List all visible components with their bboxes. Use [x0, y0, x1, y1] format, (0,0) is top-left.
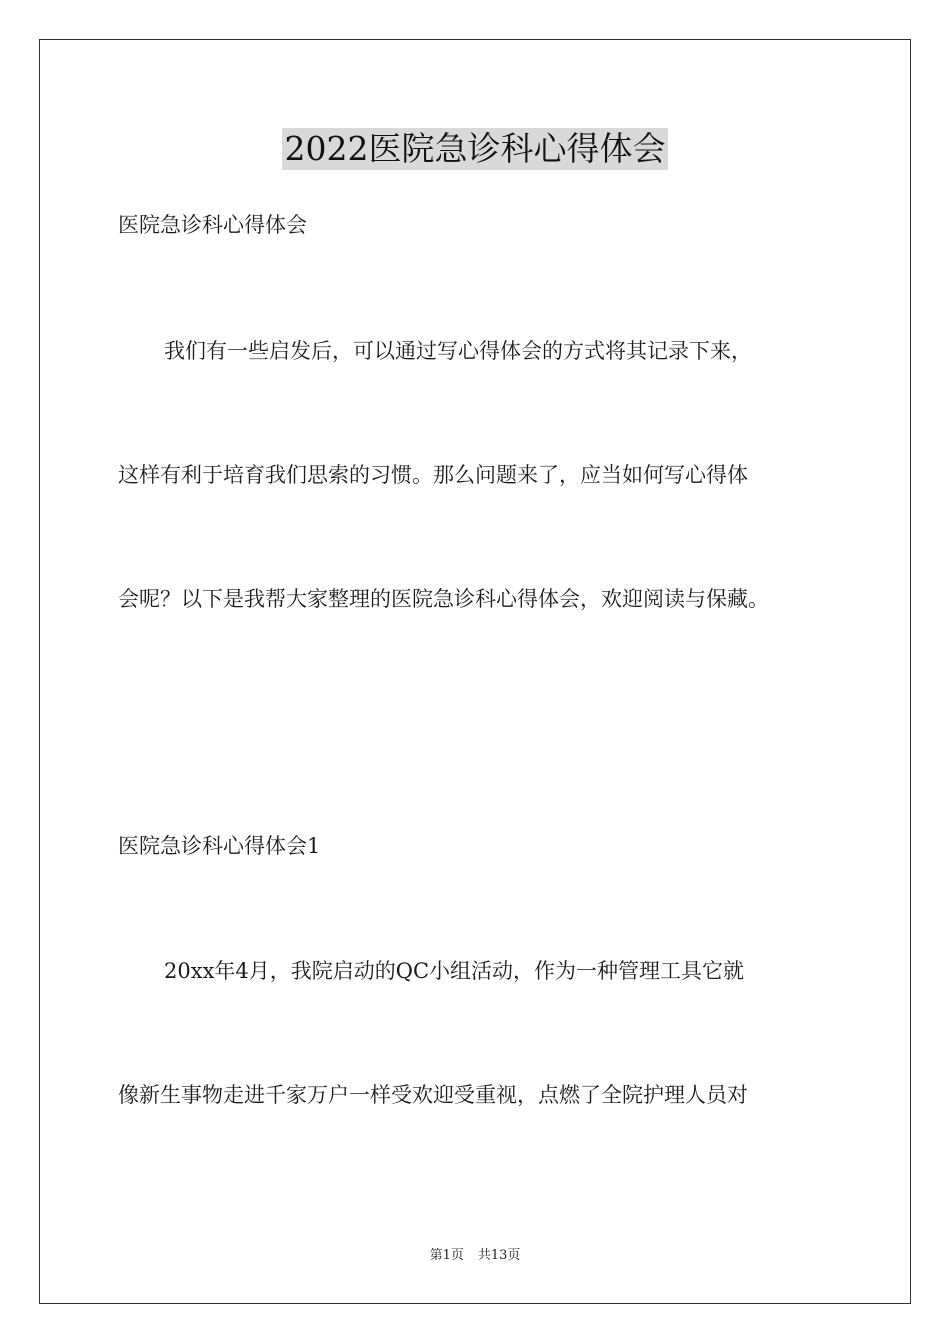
document-title: 2022医院急诊科心得体会	[282, 128, 669, 170]
page-footer	[0, 1247, 950, 1265]
intro-line: 会呢？以下是我帮大家整理的医院急诊科心得体会，欢迎阅读与保藏。	[118, 587, 769, 611]
intro-line: 我们有一些启发后，可以通过写心得体会的方式将其记录下来，	[164, 339, 752, 363]
section-line: 像新生事物走进千家万户一样受欢迎受重视，点燃了全院护理人员对	[118, 1083, 748, 1107]
section-heading: 医院急诊科心得体会1	[118, 834, 321, 858]
section-line: 20xx年4月，我院启动的QC小组活动，作为一种管理工具它就	[164, 959, 745, 983]
title-container	[0, 128, 950, 170]
document-subtitle: 医院急诊科心得体会	[118, 213, 307, 237]
page-total: 共13页	[477, 1248, 521, 1263]
page-number: 第1页	[429, 1248, 464, 1263]
intro-line: 这样有利于培育我们思索的习惯。那么问题来了，应当如何写心得体	[118, 463, 748, 487]
